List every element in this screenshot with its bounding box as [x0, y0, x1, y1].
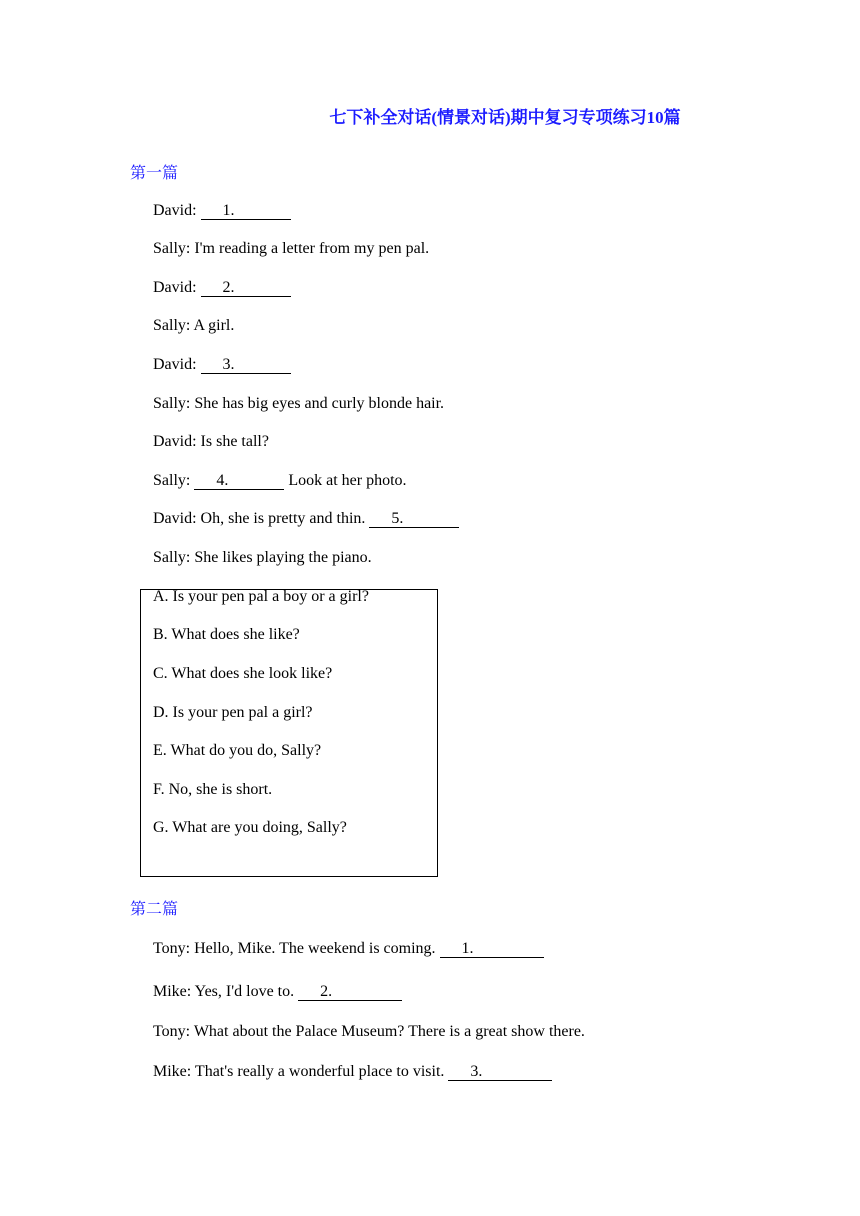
option-f: F. No, she is short. — [153, 781, 273, 798]
dialogue-line: Tony: What about the Palace Museum? There is a great show there. — [153, 1023, 585, 1040]
option-a: A. Is your pen pal a boy or a girl? — [153, 588, 369, 605]
option-c: C. What does she look like? — [153, 665, 333, 682]
answer-blank-2[interactable]: 2. — [201, 279, 291, 297]
dialogue-line — [153, 279, 291, 297]
option-g: G. What are you doing, Sally? — [153, 819, 347, 836]
answer-blank-1[interactable]: 1. — [201, 202, 291, 220]
dialogue-line — [153, 983, 402, 1001]
answer-blank-3[interactable]: 3. — [201, 356, 291, 374]
answer-blank-2[interactable]: 2. — [298, 983, 402, 1001]
dialogue-text: Sally: — [153, 472, 195, 489]
dialogue-line: David: Is she tall? — [153, 433, 269, 450]
page-title: 七下补全对话(情景对话)期中复习专项练习10篇 — [329, 108, 681, 127]
dialogue-text: David: Oh, she is pretty and thin. — [153, 510, 370, 527]
dialogue-line — [153, 940, 544, 958]
dialogue-text: David: — [153, 279, 201, 296]
option-e: E. What do you do, Sally? — [153, 742, 322, 759]
option-d: D. Is your pen pal a girl? — [153, 704, 313, 721]
dialogue-text: David: — [153, 202, 201, 219]
dialogue-line — [153, 1063, 552, 1081]
dialogue-line — [153, 356, 291, 374]
answer-blank-1[interactable]: 1. — [440, 940, 544, 958]
answer-blank-3[interactable]: 3. — [448, 1063, 552, 1081]
dialogue-text: Mike: That's really a wonderful place to visit. — [153, 1063, 449, 1080]
dialogue-line — [153, 510, 459, 528]
dialogue-line — [153, 472, 407, 490]
dialogue-text: Mike: Yes, I'd love to. — [153, 983, 299, 1000]
dialogue-text: David: — [153, 356, 201, 373]
options-box — [140, 589, 438, 877]
option-b: B. What does she like? — [153, 626, 300, 643]
answer-blank-4[interactable]: 4. — [194, 472, 284, 490]
section-heading-1: 第一篇 — [130, 165, 179, 182]
dialogue-line: Sally: I'm reading a letter from my pen pal. — [153, 240, 430, 257]
dialogue-line: Sally: She has big eyes and curly blonde hair. — [153, 395, 445, 412]
dialogue-line — [153, 202, 291, 220]
dialogue-line: Sally: A girl. — [153, 317, 235, 334]
section-heading-2: 第二篇 — [130, 901, 179, 918]
dialogue-text: Tony: Hello, Mike. The weekend is coming. — [153, 940, 440, 957]
dialogue-line: Sally: She likes playing the piano. — [153, 549, 372, 566]
dialogue-text: Look at her photo. — [284, 472, 407, 489]
answer-blank-5[interactable]: 5. — [369, 510, 459, 528]
